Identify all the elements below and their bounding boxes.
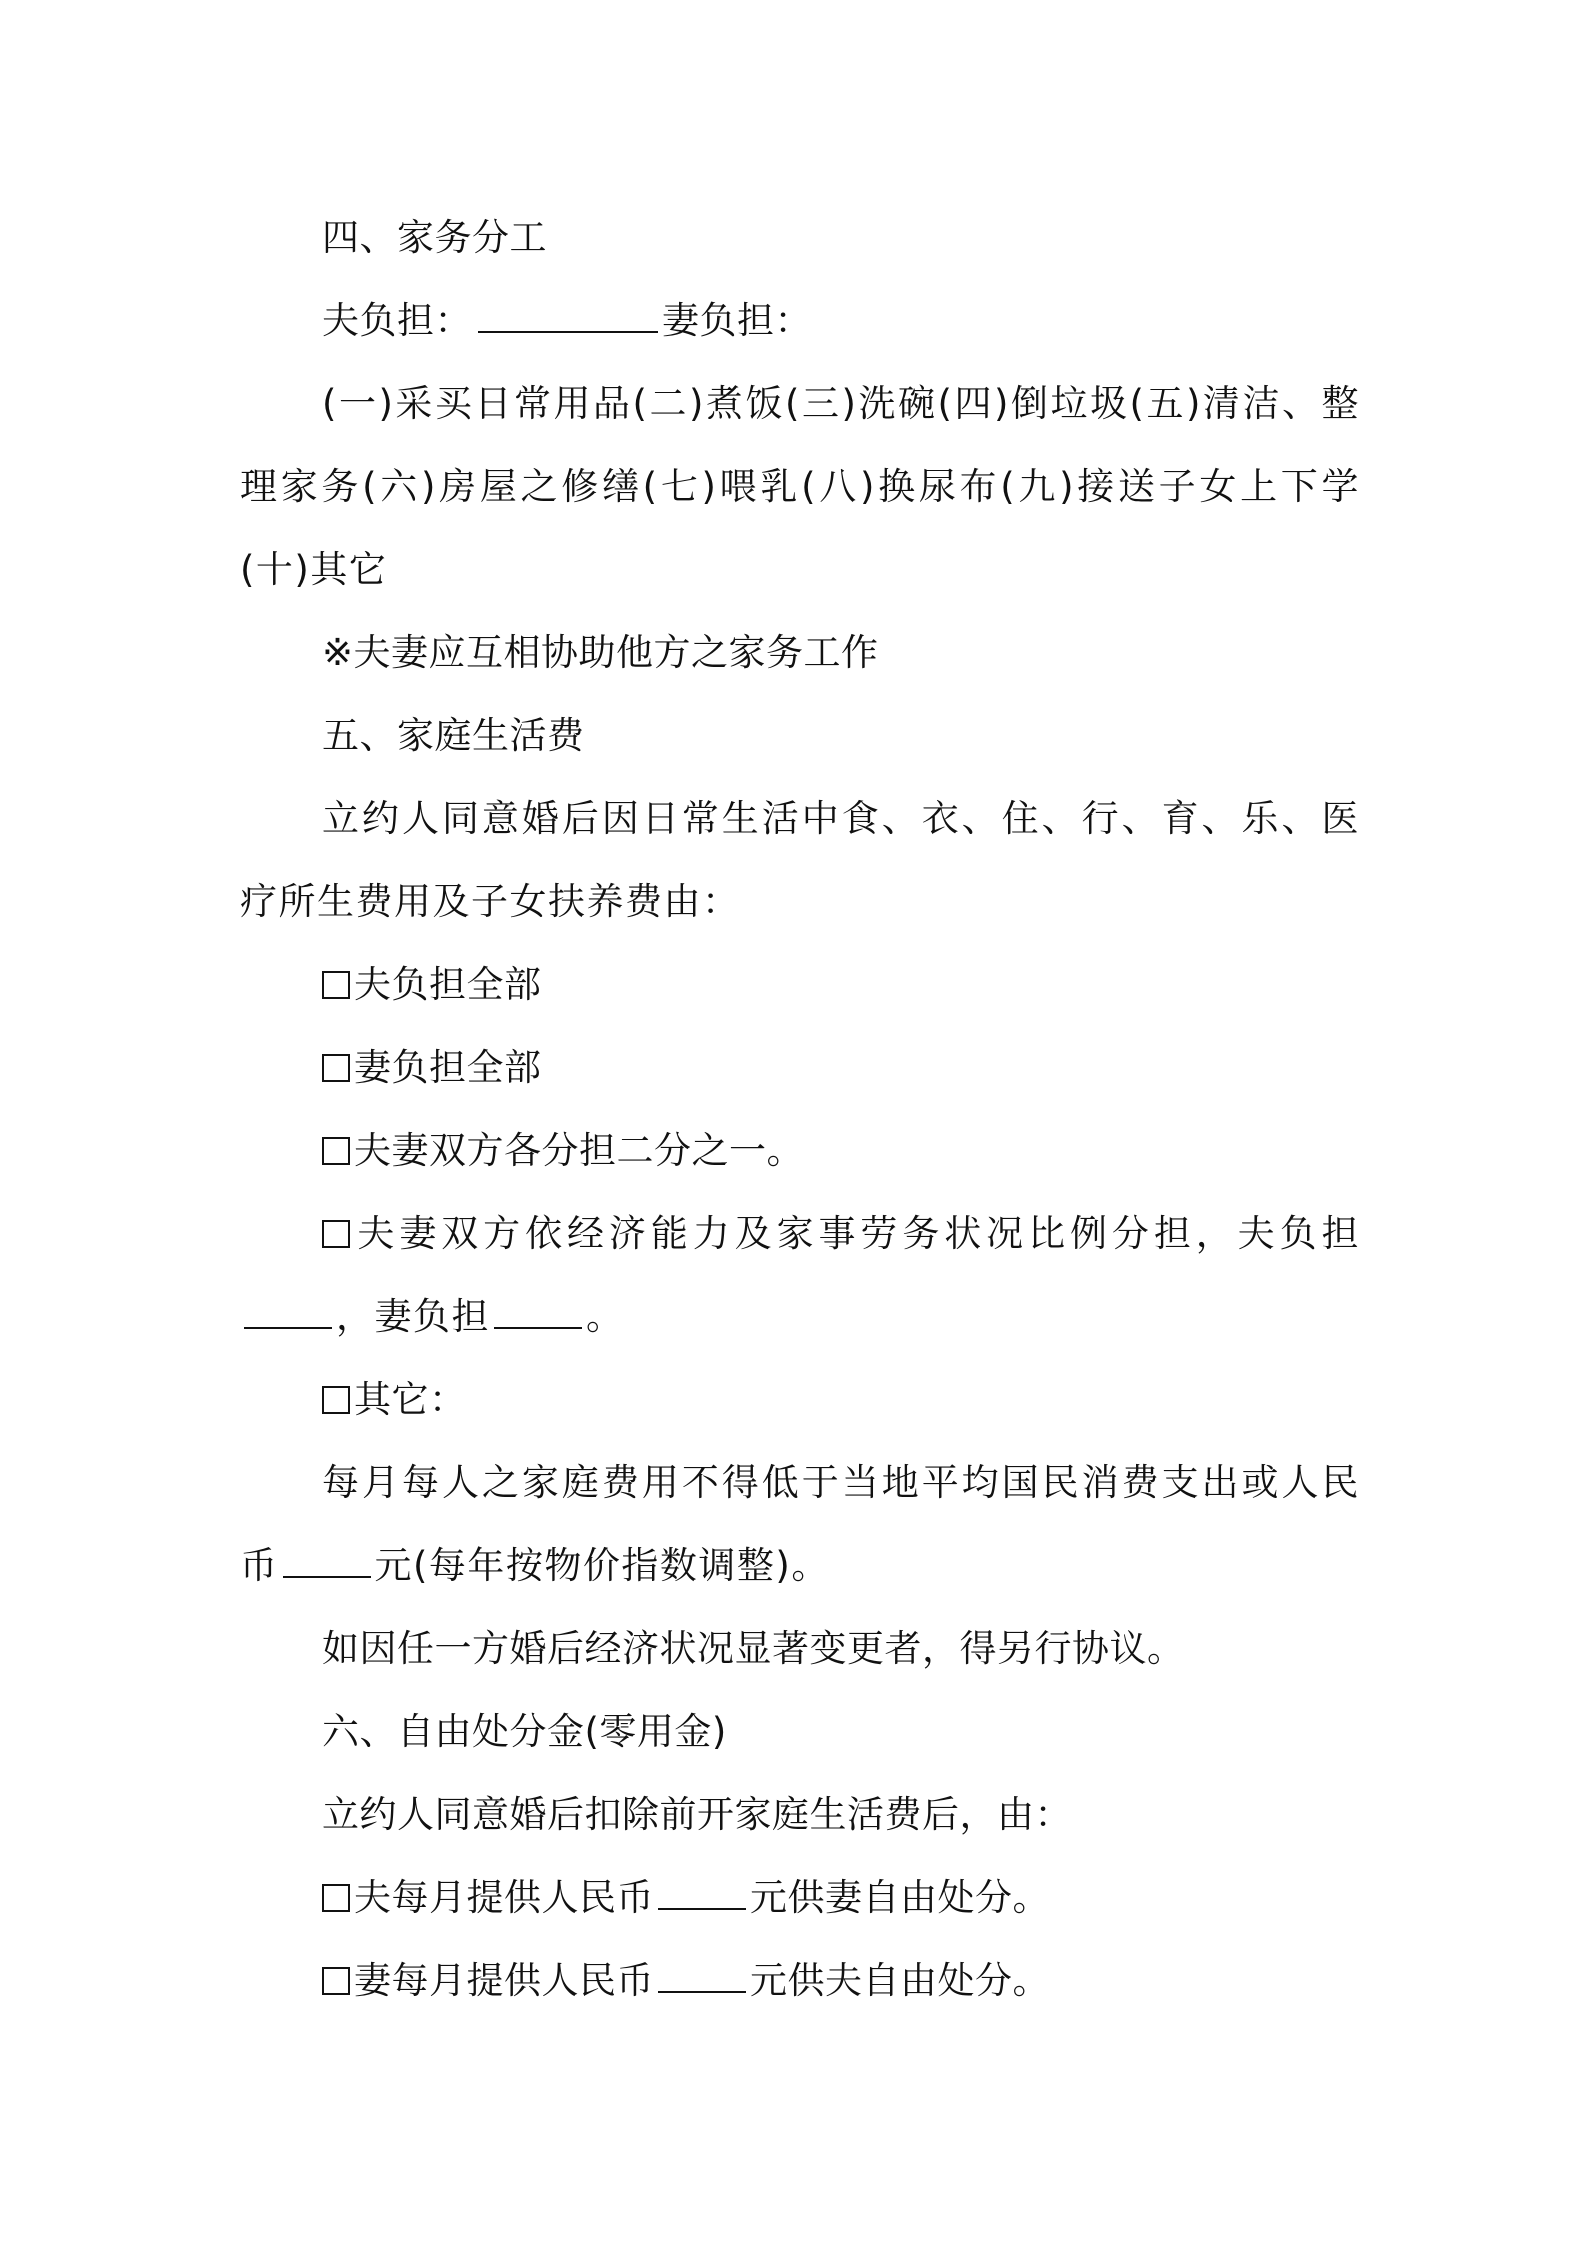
husband-burden-label: 夫负担： [322,299,472,342]
housework-note: ※夫妻应互相协助他方之家务工作 [322,631,879,674]
expense-option-wife-all: 妻负担全部 [240,1026,1360,1109]
husband-burden-blank[interactable] [478,303,658,333]
minimum-expense-clause: 每月每人之家庭费用不得低于当地平均国民消费支出或人民币 元(每年按物价指数调整)。 [240,1461,1360,1587]
allowance-intro: 立约人同意婚后扣除前开家庭生活费后，由： [322,1793,1072,1836]
expense-option-husband-all: 夫负担全部 [240,943,1360,1026]
section-5-heading: 五、家庭生活费 [322,714,585,757]
expense-option-other: 其它： [240,1358,1360,1441]
economic-change-clause: 如因任一方婚后经济状况显著变更者，得另行协议。 [322,1627,1185,1670]
husband-allowance-blank[interactable] [658,1880,746,1910]
living-expense-intro: 立约人同意婚后因日常生活中食、衣、住、行、育、乐、医疗所生费用及子女扶养费由： [240,797,1360,923]
checkbox[interactable] [322,1386,350,1414]
allowance-option-husband: 夫每月提供人民币 元供妻自由处分。 [240,1856,1360,1939]
allowance-option-wife: 妻每月提供人民币 元供夫自由处分。 [240,1939,1360,2022]
document-body [240,196,1360,2022]
checkbox[interactable] [322,1967,350,1995]
expense-option-half-each: 夫妻双方各分担二分之一。 [240,1109,1360,1192]
rmb-amount-blank[interactable] [283,1548,371,1578]
husband-share-blank[interactable] [244,1299,332,1329]
checkbox[interactable] [322,1884,350,1912]
checkbox[interactable] [322,1054,350,1082]
expense-option-proportional: 夫妻双方依经济能力及家事劳务状况比例分担，夫负担，妻负担 。 [240,1192,1360,1358]
checkbox[interactable] [322,1220,350,1248]
wife-share-blank[interactable] [494,1299,582,1329]
section-6-heading: 六、自由处分金(零用金) [322,1710,727,1753]
housework-items: (一)采买日常用品(二)煮饭(三)洗碗(四)倒垃圾(五)清洁、整理家务(六)房屋之修缮(七)喂乳(八)换尿布(九)接送子女上下学(十)其它 [240,382,1360,591]
wife-burden-label: 妻负担： [662,299,812,342]
section-4-heading: 四、家务分工 [322,216,547,259]
checkbox[interactable] [322,1137,350,1165]
checkbox[interactable] [322,971,350,999]
housework-burden-line [240,279,1360,362]
wife-allowance-blank[interactable] [658,1963,746,1993]
